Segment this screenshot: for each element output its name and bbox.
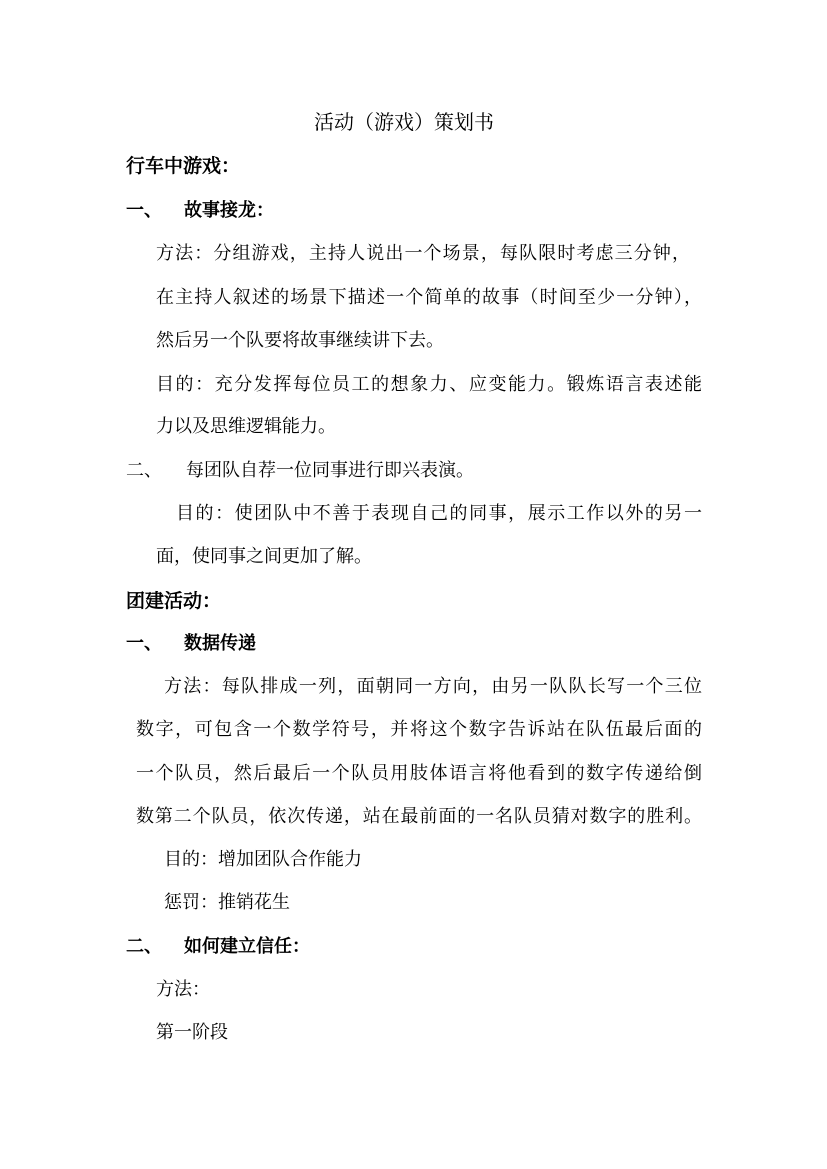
section-heading-driving-games: 行车中游戏： bbox=[126, 155, 241, 177]
paragraph-line: 一个队员，然后最后一个队员用肢体语言将他看到的数字传递给倒 bbox=[136, 763, 702, 784]
item-title-data-relay: 数据传递 bbox=[184, 633, 256, 654]
paragraph-line: 方法：分组游戏，主持人说出一个场景，每队限时考虑三分钟， bbox=[156, 243, 690, 264]
paragraph-line: 第一阶段 bbox=[156, 1022, 228, 1043]
paragraph-line: 方法： bbox=[156, 979, 210, 1000]
item-number: 二、 bbox=[126, 460, 162, 481]
paragraph-line: 在主持人叙述的场景下描述一个简单的故事（时间至少一分钟）， bbox=[156, 287, 702, 308]
item-number: 一、 bbox=[126, 633, 162, 654]
paragraph-line: 方法：每队排成一列，面朝同一方向，由另一队队长写一个三位 bbox=[164, 676, 702, 697]
paragraph-line: 面，使同事之间更加了解。 bbox=[156, 546, 372, 567]
item-title-build-trust: 如何建立信任： bbox=[184, 936, 310, 957]
item-title-story-relay: 故事接龙： bbox=[184, 200, 274, 221]
document-title: 活动（游戏）策划书 bbox=[314, 110, 494, 134]
paragraph-line: 力以及思维逻辑能力。 bbox=[156, 416, 336, 437]
paragraph-line: 然后另一个队要将故事继续讲下去。 bbox=[156, 330, 444, 351]
paragraph-line: 目的：使团队中不善于表现自己的同事，展示工作以外的另一 bbox=[176, 503, 702, 524]
item-number: 一、 bbox=[126, 200, 162, 221]
paragraph-line: 数第二个队员，依次传递，站在最前面的一名队员猜对数字的胜利。 bbox=[136, 806, 702, 827]
paragraph-line: 目的：充分发挥每位员工的想象力、应变能力。锻炼语言表述能 bbox=[156, 374, 702, 395]
item-number: 二、 bbox=[126, 936, 162, 957]
paragraph-line: 惩罚：推销花生 bbox=[164, 892, 290, 913]
item-title-self-recommend: 每团队自荐一位同事进行即兴表演。 bbox=[186, 460, 474, 481]
section-heading-team-building: 团建活动： bbox=[126, 590, 222, 612]
paragraph-line: 目的：增加团队合作能力 bbox=[164, 849, 362, 870]
paragraph-line: 数字，可包含一个数学符号，并将这个数字告诉站在队伍最后面的 bbox=[136, 719, 702, 740]
